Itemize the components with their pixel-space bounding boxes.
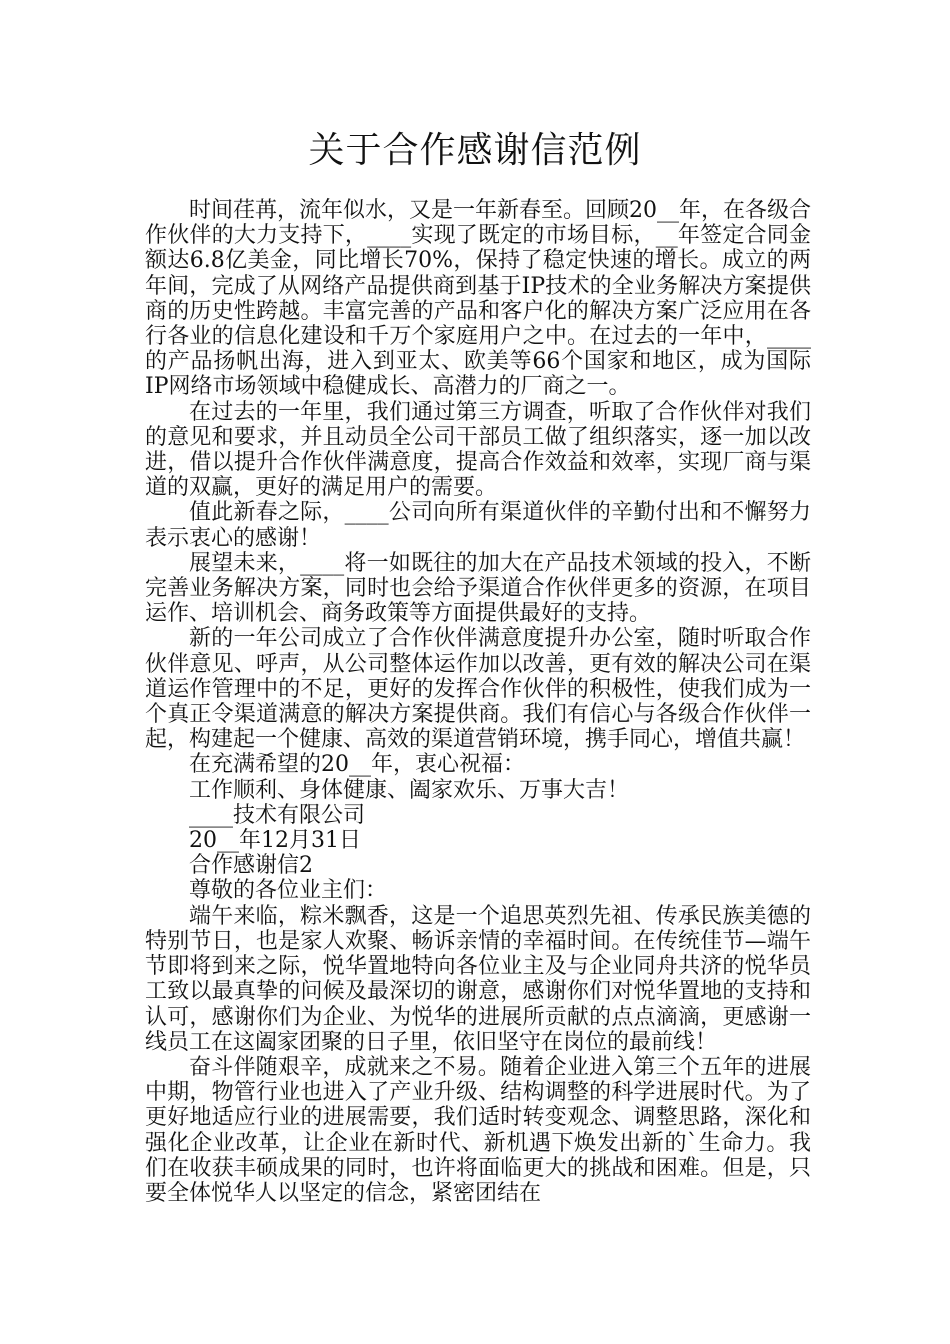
paragraph: 奋斗伴随艰辛，成就来之不易。随着企业进入第三个五年的进展中期，物管行业也进入了产业升级、结构调整的科学进展时代。为了更好地适应行业的进展需要，我们适时转变观念、调整思路，深化和强化企业改革，让企业在新时代、新机遇下焕发出新的`生命力。我们在收获丰硕成果的同时，也许将面临更大的挑战和困难。但是，只要全体悦华人以坚定的信念，紧密团结在	[145, 1054, 811, 1206]
document-body	[145, 198, 811, 1206]
signature-date: 20__年12月31日	[189, 828, 361, 854]
paragraph: 新的一年公司成立了合作伙伴满意度提升办公室，随时听取合作伙伴意见、呼声，从公司整体运作加以改善，更有效的解决公司在渠道运作管理中的不足，更好的发挥合作伙伴的积极性，使我们成为一个真正令渠道满意的解决方案提供商。我们有信心与各级合作伙伴一起，构建起一个健康、高效的渠道营销环境，携手同心，增值共赢！	[145, 626, 811, 753]
wishes-line: 工作顺利、身体健康、阖家欢乐、万事大吉！	[189, 777, 630, 803]
paragraph: 值此新春之际，____公司向所有渠道伙伴的辛勤付出和不懈努力表示衷心的感谢！	[145, 500, 811, 551]
paragraph: 展望未来，____将一如既往的加大在产品技术领域的投入，不断完善业务解决方案，同时也会给予渠道合作伙伴更多的资源，在项目运作、培训机会、商务政策等方面提供最好的支持。	[145, 550, 811, 627]
greeting-line: 在充满希望的20__年，衷心祝福：	[189, 752, 525, 778]
page-title: 关于合作感谢信范例	[308, 130, 642, 171]
paragraph: 在过去的一年里，我们通过第三方调查，听取了合作伙伴对我们的意见和要求，并且动员全公司干部员工做了组织落实，逐一加以改进，借以提升合作伙伴满意度，提高合作效益和效率，实现厂商与渠道的双赢，更好的满足用户的需要。	[145, 399, 811, 501]
paragraph: 时间荏苒，流年似水，又是一年新春至。回顾20__年，在各级合作伙伴的大力支持下，____实现了既定的市场目标，__年签定合同金额达6.8亿美金，同比增长70%，保持了稳定快速的增长。成立的两年间，完成了从网络产品提供商到基于IP技术的全业务解决方案提供商的历史性跨越。丰富完善的产品和客户化的解决方案广泛应用在各行各业的信息化建设和千万个家庭用户之中。在过去的一年中，____的产品扬帆出海，进入到亚太、欧美等66个国家和地区，成为国际IP网络市场领域中稳健成长、高潜力的厂商之一。	[145, 198, 811, 400]
section-heading: 合作感谢信2	[189, 853, 313, 879]
paragraph: 端午来临，粽米飘香，这是一个追思英烈先祖、传承民族美德的特别节日，也是家人欢聚、畅诉亲情的幸福时间。在传统佳节—端午节即将到来之际，悦华置地特向各位业主及与企业同舟共济的悦华员工致以最真挚的问候及最深切的谢意，感谢你们对悦华置地的支持和认可，感谢你们为企业、为悦华的进展所贡献的点点滴滴，更感谢一线员工在这阖家团聚的日子里，依旧坚守在岗位的最前线！	[145, 903, 811, 1055]
salutation: 尊敬的各位业主们：	[189, 878, 388, 904]
signature-company: ____技术有限公司	[189, 802, 366, 828]
